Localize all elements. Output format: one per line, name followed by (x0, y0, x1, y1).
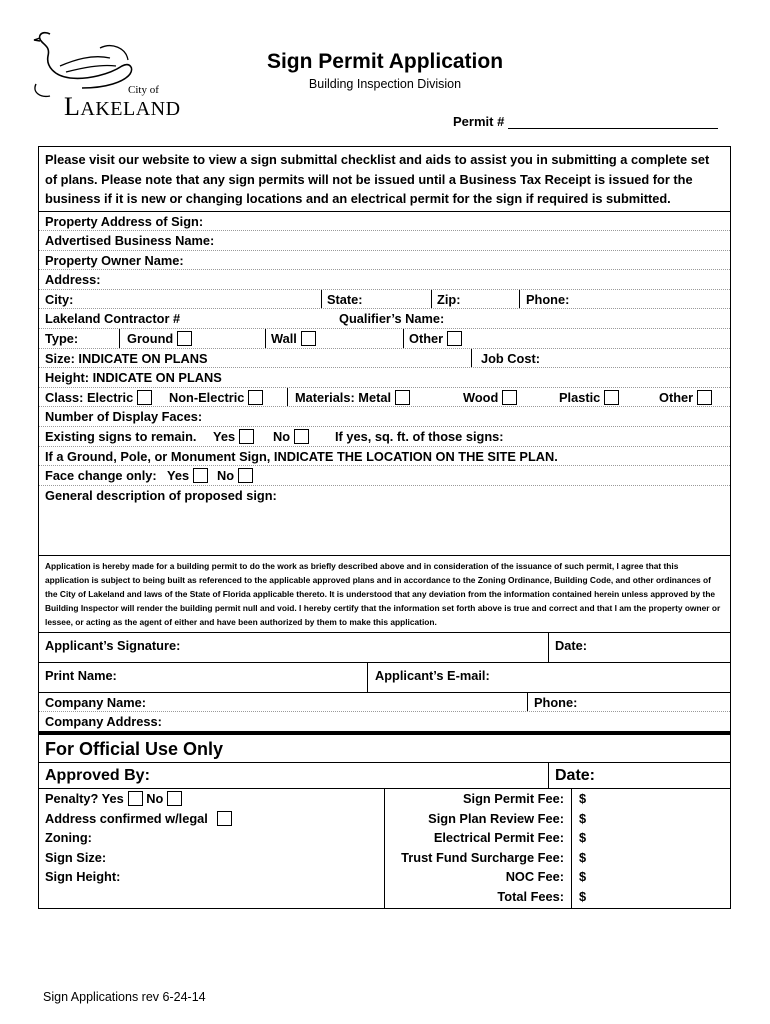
city-state-row[interactable]: City: State: Zip: Phone: (39, 289, 730, 309)
electric-checkbox[interactable] (137, 390, 152, 405)
class-materials-row: Class: Electric Non-Electric Materials: Metal Wood Plastic Other (39, 387, 730, 407)
height-row[interactable]: Height: INDICATE ON PLANS (39, 367, 730, 387)
penalty-yes-checkbox[interactable] (128, 791, 143, 806)
intro-text: Please visit our website to view a sign submittal checklist and aids to assist you in submitting a complete set of plans. Please note that any sign permits will not be issued until a Business Tax Receipt is issued for the business if it is new or changing locations and an electrical permit for the sign if required is submitted. (45, 152, 710, 206)
page-subtitle: Building Inspection Division (308, 77, 462, 91)
wood-checkbox[interactable] (502, 390, 517, 405)
page-title: Sign Permit Application (266, 50, 504, 73)
applicant-section (39, 147, 730, 732)
ground-pole-row: If a Ground, Pole, or Monument Sign, INDICATE THE LOCATION ON THE SITE PLAN. (39, 446, 730, 466)
permit-number-line[interactable] (508, 115, 718, 129)
approved-by-row[interactable]: Approved By: Date: (39, 762, 730, 788)
non-electric-checkbox[interactable] (248, 390, 263, 405)
plastic-checkbox[interactable] (604, 390, 619, 405)
legal-statement: Application is hereby made for a building permit to do the work as briefly described above and in consideration of the issuance of such permit, I agree that this application is subject to being built as referenced to the applicable approved plans and in accordance to the Zoning Ordinance, Building Code, and other ordinances of the City of Lakeland and laws of the State of Florida applicable thereto. It is understood that any deviation from the information contained herein unless approved by the Building Inspector will render the building permit null and void. I hereby certify that the information set forth above is true and correct and that I am the property owner or lessee, or acting as the agent of either and have been authorized by them to make this application. (39, 555, 730, 632)
address-row[interactable]: Address: (39, 269, 730, 289)
description-field[interactable]: General description of proposed sign: (39, 485, 730, 555)
size-row[interactable]: Size: INDICATE ON PLANS Job Cost: (39, 348, 730, 368)
signature-row[interactable]: Applicant’s Signature: Date: (39, 632, 730, 662)
existing-signs-row: Existing signs to remain. Yes No If yes, sq. ft. of those signs: (39, 426, 730, 446)
property-owner-row[interactable]: Property Owner Name: (39, 250, 730, 270)
type-row: Type: Ground Wall Other (39, 328, 730, 348)
footer-revision: Sign Applications rev 6-24-14 (43, 990, 206, 1004)
application-form (38, 146, 731, 909)
material-other-checkbox[interactable] (697, 390, 712, 405)
permit-number-field[interactable]: Permit # (453, 114, 718, 129)
display-faces-row[interactable]: Number of Display Faces: (39, 406, 730, 426)
logo-city-of: City of (128, 84, 159, 96)
type-other-checkbox[interactable] (447, 331, 462, 346)
existing-yes-checkbox[interactable] (239, 429, 254, 444)
advertised-business-row[interactable]: Advertised Business Name: (39, 230, 730, 250)
face-change-yes-checkbox[interactable] (193, 468, 208, 483)
wall-checkbox[interactable] (301, 331, 316, 346)
company-address-row[interactable]: Company Address: (39, 711, 730, 731)
ground-checkbox[interactable] (177, 331, 192, 346)
logo-lakeland: LAKELAND (64, 92, 181, 121)
property-address-row[interactable]: Property Address of Sign: (39, 211, 730, 231)
metal-checkbox[interactable] (395, 390, 410, 405)
print-name-row[interactable]: Print Name: Applicant’s E-mail: (39, 662, 730, 692)
face-change-row: Face change only: Yes No (39, 465, 730, 485)
face-change-no-checkbox[interactable] (238, 468, 253, 483)
penalty-no-checkbox[interactable] (167, 791, 182, 806)
existing-no-checkbox[interactable] (294, 429, 309, 444)
official-use-header: For Official Use Only (39, 732, 730, 762)
address-confirmed-checkbox[interactable] (217, 811, 232, 826)
fees-section: Penalty? Yes No Sign Permit Fee: $ Address confirmed w/legal Sign Plan Review Fee: $ Zoning: Electrical Permit Fee: $ Sign Size: Trust Fund Surcharge Fee: $ Sign Height: NOC Fee: $ Total Fees: $ (39, 788, 730, 908)
company-name-row[interactable]: Company Name: Phone: (39, 692, 730, 712)
contractor-row[interactable]: Lakeland Contractor # Qualifier’s Name: (39, 308, 730, 328)
